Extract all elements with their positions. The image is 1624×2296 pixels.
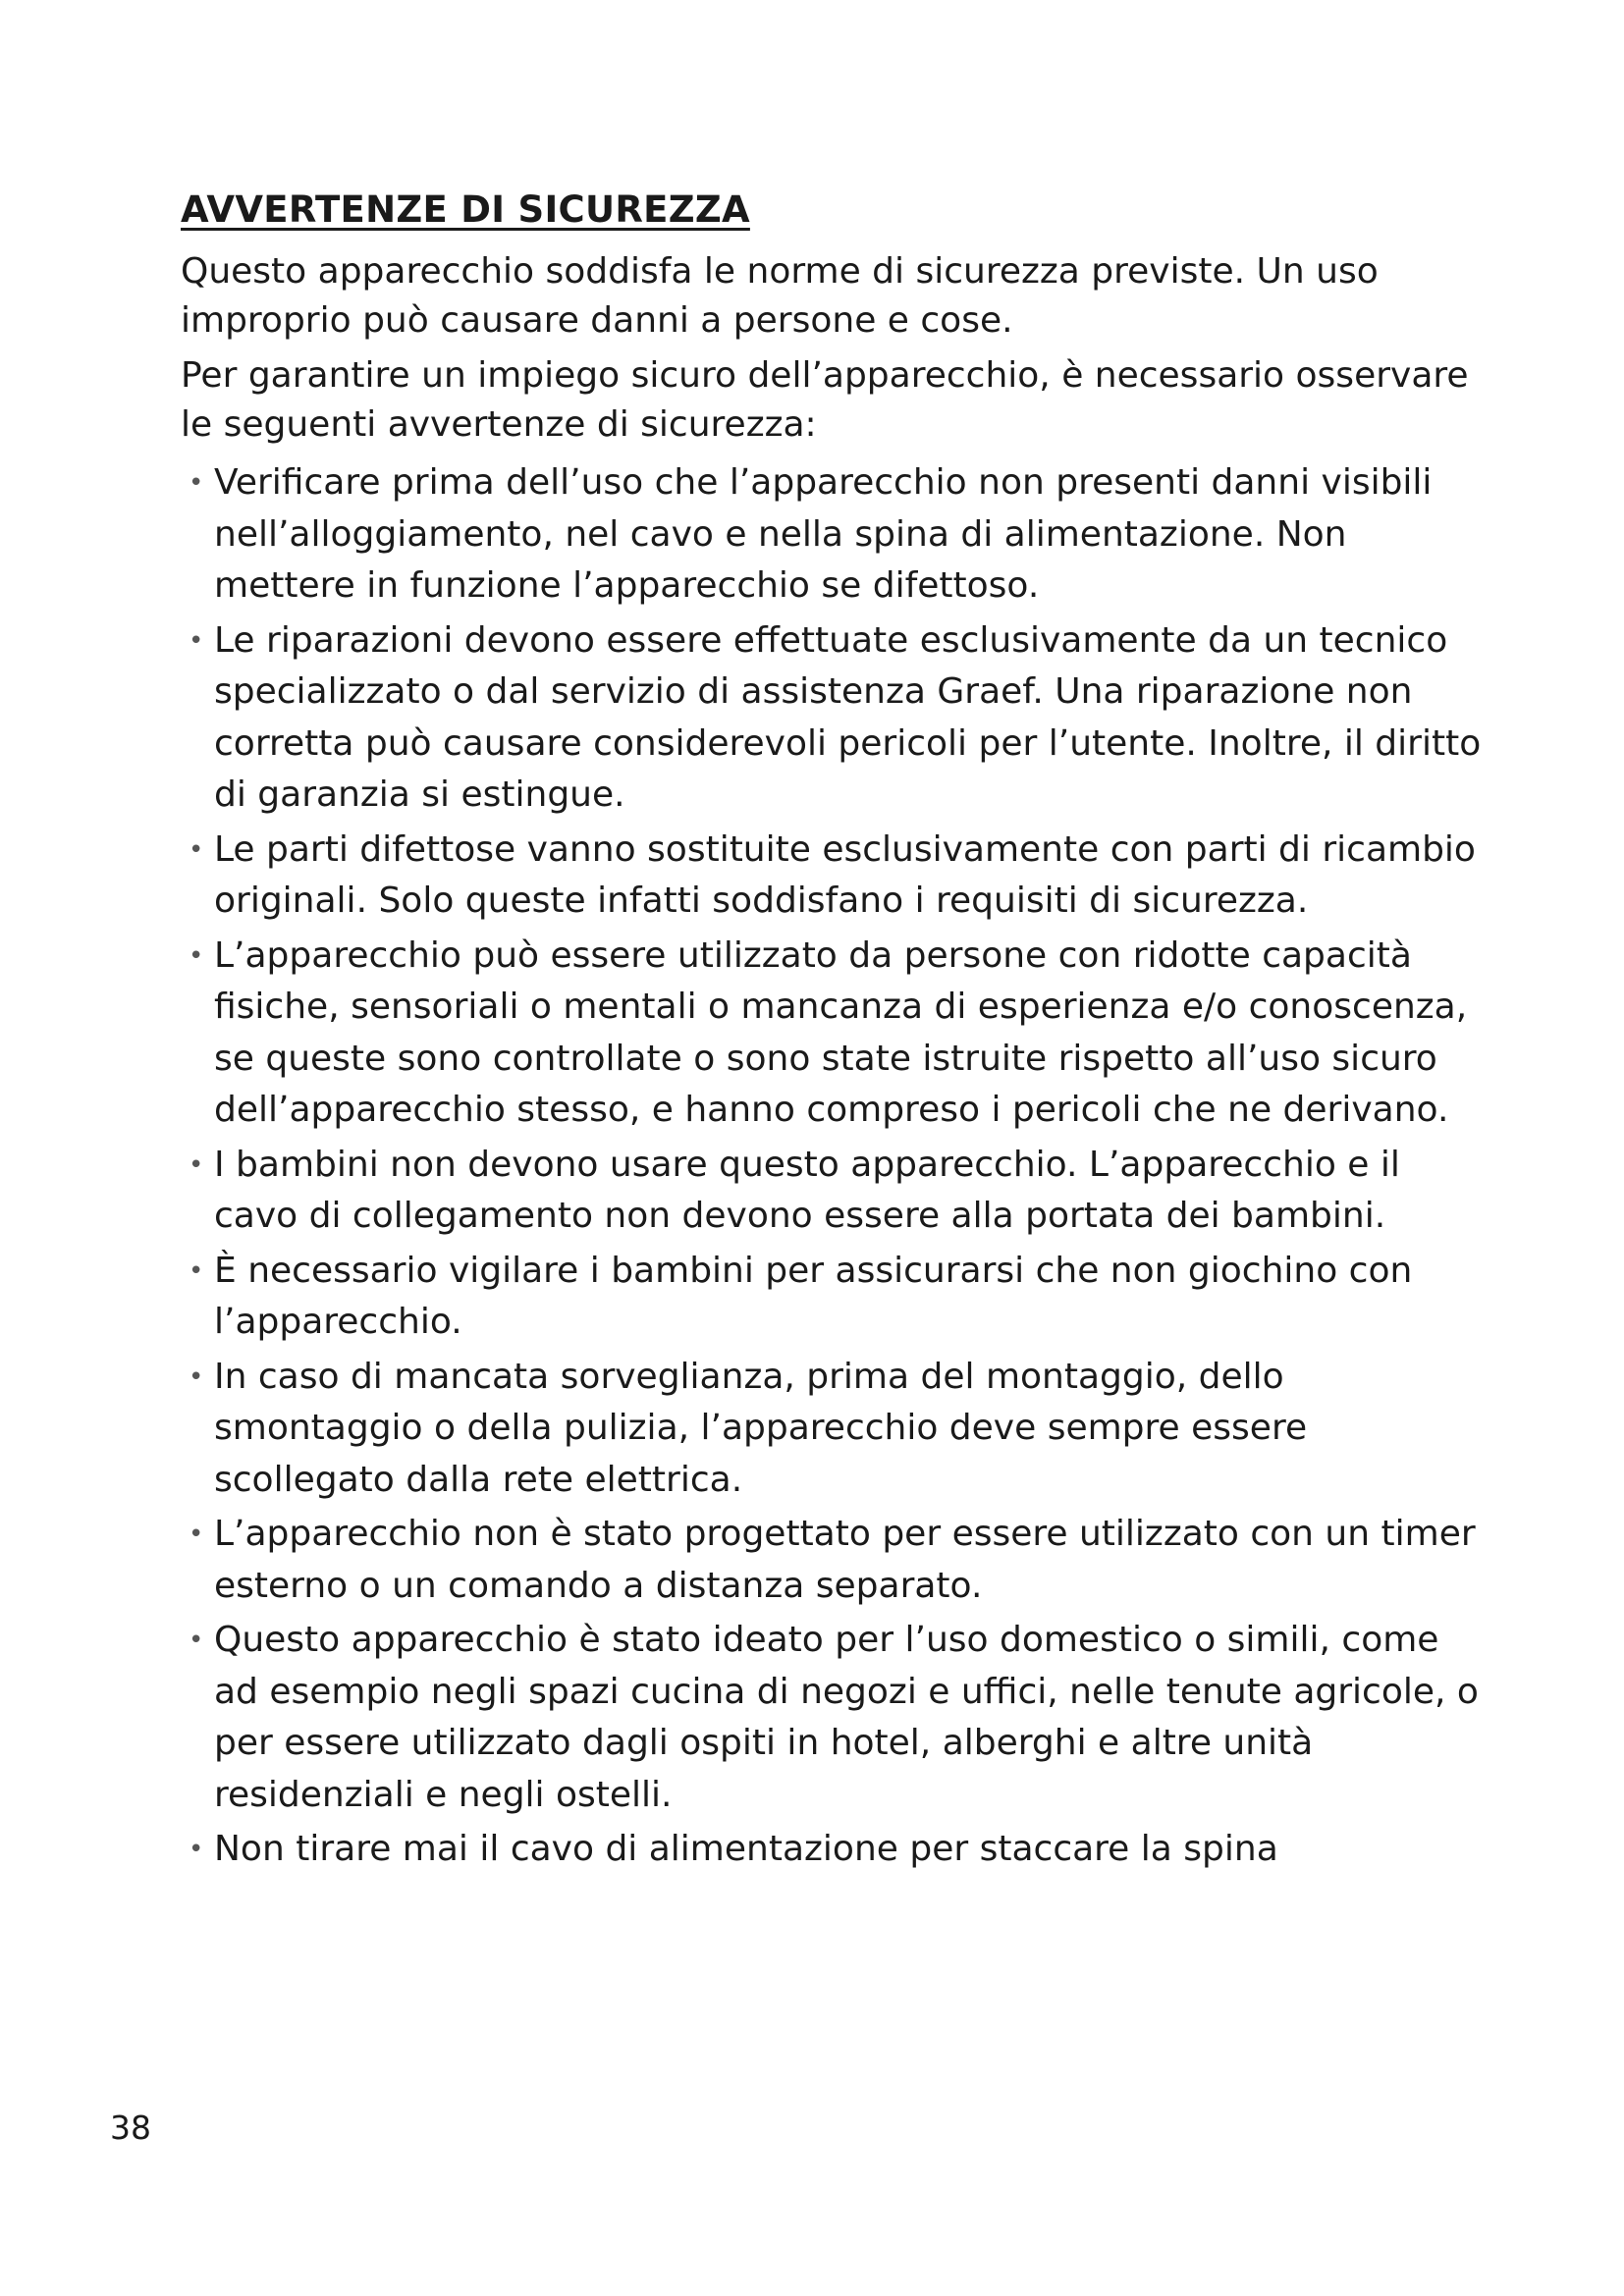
list-item — [181, 1615, 1487, 1821]
bullet-icon: • — [189, 1835, 204, 1864]
list-item — [181, 825, 1487, 928]
list-item — [181, 1140, 1487, 1243]
document-page — [181, 185, 1487, 1879]
intro-paragraph: Questo apparecchio soddisfa le norme di sicurezza previste. Un uso improprio può causare danni a persone e cose. — [181, 251, 1379, 341]
list-item — [181, 1824, 1487, 1876]
list-item — [181, 931, 1487, 1137]
bullet-icon: • — [189, 1520, 204, 1549]
intro-text — [181, 247, 1487, 450]
bullet-icon: • — [189, 1362, 204, 1392]
warning-text: Le riparazioni devono essere effettuate esclusivamente da un tecnico specializzato o dal servizio di assistenza Graef. Una riparazione non corretta può causare considerevoli pericoli per l’utente. Inoltre, il diritto di garanzia si estingue. — [214, 619, 1482, 815]
list-item — [181, 1352, 1487, 1507]
warning-text: I bambini non devono usare questo apparecchio. L’apparecchio e il cavo di collegamento non devono essere alla portata dei bambini. — [214, 1144, 1400, 1236]
intro-paragraph: Per garantire un impiego sicuro dell’apparecchio, è necessario osservare le seguenti avvertenze di sicurezza: — [181, 355, 1469, 445]
list-item — [181, 1509, 1487, 1612]
bullet-icon: • — [189, 1626, 204, 1655]
warning-text: Le parti difettose vanno sostituite esclusivamente con parti di ricambio originali. Solo queste infatti soddisfano i requisiti di sicurezza. — [214, 828, 1476, 921]
bullet-icon: • — [189, 625, 204, 656]
warning-text: L’apparecchio può essere utilizzato da persone con ridotte capacità fisiche, sensoriali o mentali o mancanza di esperienza e/o conoscenza, se queste sono controllate o sono state istruite rispetto all’uso sicuro dell’apparecchio stesso, e hanno compreso i pericoli che ne derivano. — [214, 934, 1468, 1130]
bullet-icon: • — [189, 940, 204, 971]
warning-text: L’apparecchio non è stato progettato per essere utilizzato con un timer esterno o un comando a distanza separato. — [214, 1514, 1476, 1606]
section-title: AVVERTENZE DI SICUREZZA — [181, 188, 750, 231]
safety-warnings-list — [181, 457, 1487, 1876]
list-item — [181, 1246, 1487, 1349]
bullet-icon: • — [189, 834, 204, 865]
warning-text: In caso di mancata sorveglianza, prima del montaggio, dello smontaggio o della pulizia, l’apparecchio deve sempre essere scollegato dalla rete elettrica. — [214, 1356, 1308, 1500]
page-number: 38 — [110, 2109, 151, 2147]
bullet-icon: • — [189, 468, 204, 498]
list-item — [181, 615, 1487, 822]
warning-text: Non tirare mai il cavo di alimentazione per staccare la spina — [214, 1829, 1278, 1869]
warning-text: È necessario vigilare i bambini per assicurarsi che non giochino con l’apparecchio. — [214, 1250, 1413, 1342]
warning-text: Questo apparecchio è stato ideato per l’uso domestico o simili, come ad esempio negli spazi cucina di negozi e uffici, nelle tenute agricole, o per essere utilizzato dagli ospiti in hotel, alberghi e altre unità residenziali e negli ostelli. — [214, 1620, 1479, 1815]
bullet-icon: • — [189, 1149, 204, 1180]
list-item — [181, 457, 1487, 613]
warning-text: Verificare prima dell’uso che l’apparecchio non presenti danni visibili nell’alloggiamento, nel cavo e nella spina di alimentazione. Non mettere in funzione l’apparecchio se difettoso. — [214, 462, 1433, 606]
bullet-icon: • — [189, 1255, 204, 1286]
